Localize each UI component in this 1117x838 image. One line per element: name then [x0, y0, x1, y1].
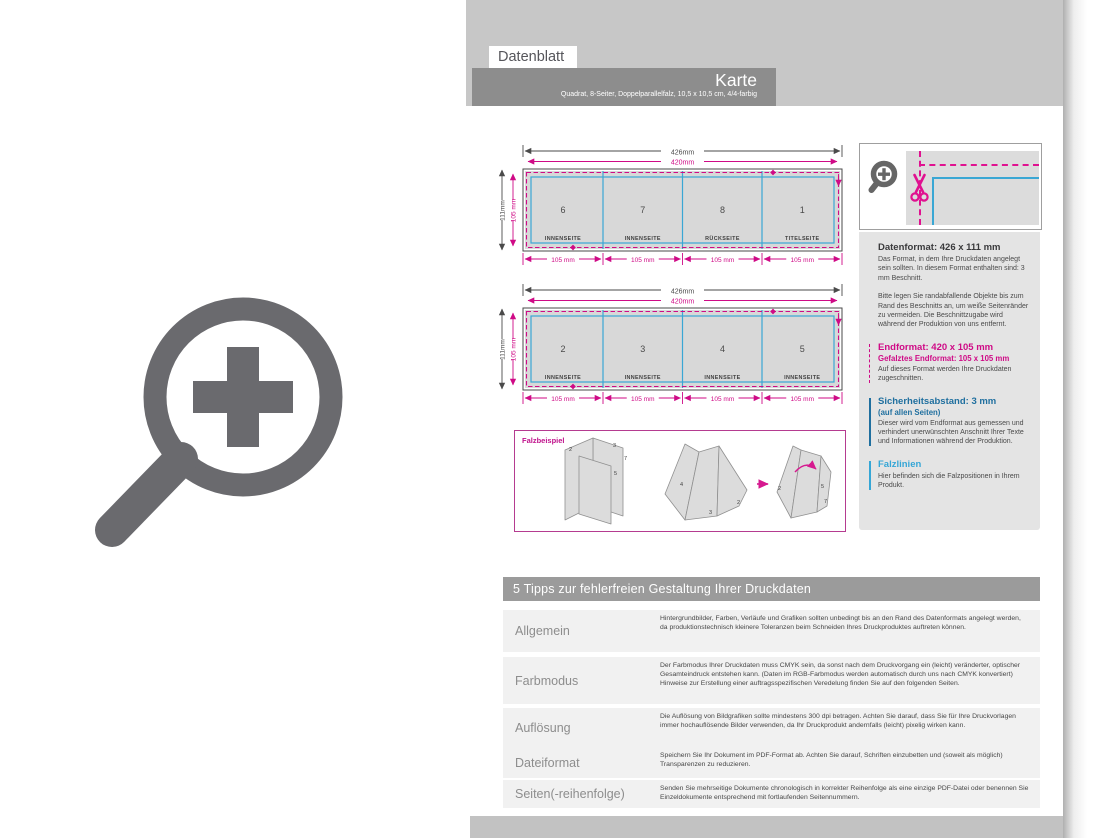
tips-header: 5 Tipps zur fehlerfreien Gestaltung Ihrer Druckdaten — [503, 577, 1040, 601]
dim-105-seg: 105 mm — [790, 396, 814, 403]
section-sicherheitsabstand — [869, 396, 1030, 447]
endformat-heading: Endformat: 420 x 105 mm — [878, 341, 994, 353]
tips-row-label: Seiten(-reihenfolge) — [515, 787, 625, 801]
tips-row-text: Der Farbmodus Ihrer Druckdaten muss CMYK sein, da sonst nach dem Druckvorgang ein (leicht) veränderter, optischer Gesamteindruck entstehen kann. (Daten im RGB-Farbmodus werden automatisch durch uns nach CMYK konvertiert) Hinweise zur Erstellung einer auftragsspezifischen Veredelung finden Sie auf den folgenden Seiten. — [660, 662, 1021, 688]
zoom-in-icon[interactable] — [90, 268, 400, 568]
magnifier-plus-icon[interactable] — [868, 160, 904, 206]
tips-row-label: Dateiformat — [515, 755, 580, 770]
panel-side: INNENSEITE — [784, 375, 821, 381]
tips-row-label: Allgemein — [515, 624, 570, 638]
page-subtitle: Quadrat, 8-Seiter, Doppelparallelfalz, 10,5 x 10,5 cm, 4/4-farbig — [560, 91, 757, 98]
panel-number: 2 — [560, 344, 566, 354]
svg-text:5: 5 — [614, 471, 618, 477]
tips-row-text: Die Auflösung von Bildgrafiken sollte mindestens 300 dpi betragen. Achten Sie darauf, dass Sie für Ihre Druckvorlagen immer hochauflösende Bilder verwenden, da Ihr Druckprodukt andernfalls (leicht) pixelig wirken kann. — [660, 713, 1016, 730]
segment-dimensions — [523, 392, 842, 404]
svg-text:3: 3 — [709, 510, 713, 516]
section-endformat — [869, 342, 1030, 384]
falzlinien-heading: Falzlinien — [878, 458, 922, 470]
footer-band — [470, 816, 1063, 838]
dim-420: 420mm — [670, 298, 695, 306]
endformat-dashed-line — [919, 164, 1039, 166]
svg-text:3: 3 — [613, 443, 617, 449]
fold-step-3 — [777, 446, 831, 518]
panel-number: 5 — [799, 344, 805, 354]
format-info-panel — [859, 232, 1040, 530]
fold-example-illustration — [515, 431, 843, 529]
panel-number: 6 — [560, 205, 566, 215]
fold-example-label: Falzbeispiel — [522, 436, 565, 445]
falzlinien-body: Hier befinden sich die Falzpositionen in Ihrem Produkt. — [878, 472, 1020, 490]
svg-text:2: 2 — [569, 447, 573, 453]
tips-row-farbmodus — [503, 657, 1040, 704]
title-bar — [472, 68, 776, 106]
fold-example-box — [514, 430, 846, 532]
dim-105-seg: 105 mm — [551, 396, 575, 403]
panel-number: 4 — [719, 344, 726, 354]
bleed-preview-box — [859, 143, 1042, 230]
dim-105-side: 105 mm — [510, 337, 518, 362]
svg-text:7: 7 — [824, 499, 828, 505]
tips-row-seitenreihenfolge — [503, 780, 1040, 808]
dim-111: 111mm — [499, 200, 507, 221]
tips-row-aufloesung — [503, 708, 1040, 748]
tips-row-allgemein — [503, 610, 1040, 652]
dim-105-seg: 105 mm — [710, 396, 735, 403]
panel-number: 3 — [640, 344, 646, 354]
panel-side: RÜCKSEITE — [705, 236, 740, 242]
panel-side: INNENSEITE — [704, 375, 741, 381]
panel-number: 8 — [719, 205, 726, 215]
section-falzlinien — [869, 459, 1030, 491]
dim-105-side: 105 mm — [510, 198, 518, 223]
svg-text:5: 5 — [821, 484, 825, 490]
panel-side: TITELSEITE — [784, 236, 820, 242]
tips-row-label: Auflösung — [515, 721, 571, 735]
section-datenformat — [869, 242, 1030, 283]
panel-side: INNENSEITE — [544, 236, 582, 242]
dim-105-seg: 105 mm — [631, 257, 655, 264]
dim-426: 426mm — [670, 149, 695, 157]
panel-number: 1 — [799, 205, 805, 215]
sicherheitsabstand-body: Dieser wird vom Endformat aus gemessen und verhindert unerwünschten Anschnitt Ihrer Texte und Informationen während der Produktion. — [878, 419, 1024, 446]
bleed-note-body: Bitte legen Sie randabfallende Objekte bis zum Rand des Beschnitts an, um weiße Seitenränder zu vermeiden. Die Beschnittzugabe wird während der Produktion von uns entfernt. — [878, 293, 1029, 329]
panel-side: INNENSEITE — [544, 375, 582, 381]
tips-row-dateiformat — [503, 747, 1040, 778]
svg-text:4: 4 — [680, 482, 684, 488]
svg-text:7: 7 — [624, 456, 628, 462]
svg-text:2: 2 — [778, 486, 782, 492]
panel-number: 7 — [640, 205, 646, 215]
dim-105-seg: 105 mm — [631, 396, 655, 403]
tips-row-text: Hintergrundbilder, Farben, Verläufe und Grafiken sollten unbedingt bis an den Rand des Datenformats angelegt werden, da produktionstechnisch kleinere Toleranzen beim Schneiden Ihres Druckproduktes auftreten können. — [660, 615, 1021, 632]
dim-105-seg: 105 mm — [551, 257, 575, 264]
page-edge-shadow — [1063, 0, 1087, 838]
scissors-icon — [910, 173, 929, 204]
datenformat-heading: Datenformat: 426 x 111 mm — [878, 242, 1001, 253]
bleed-preview-corner — [906, 151, 1039, 225]
datenblatt-tab: Datenblatt — [489, 46, 577, 68]
section-bleed-note — [869, 292, 1030, 330]
segment-dimensions — [523, 253, 842, 265]
sicherheitsabstand-subheading: (auf allen Seiten) — [878, 407, 941, 417]
fold-step-2 — [665, 444, 747, 520]
endformat-body: Auf dieses Format werden Ihre Druckdaten zugeschnitten. — [878, 365, 1012, 383]
endformat-subheading: Gefalztes Endformat: 105 x 105 mm — [878, 353, 1010, 363]
tips-row-text: Speichern Sie Ihr Dokument im PDF-Format ab. Achten Sie darauf, Schriften einzubetten und (soweit als möglich) Transparenzen zu reduzieren. — [660, 752, 1003, 769]
fold-step-1 — [565, 438, 623, 524]
page-title: Karte — [715, 70, 757, 90]
dim-426: 426mm — [670, 288, 695, 296]
dim-420: 420mm — [670, 159, 695, 167]
svg-text:2: 2 — [737, 500, 741, 506]
dim-105-seg: 105 mm — [710, 257, 735, 264]
sheet-diagram-back — [494, 279, 858, 411]
dim-105-seg: 105 mm — [790, 257, 814, 264]
sicherheitsabstand-heading: Sicherheitsabstand: 3 mm — [878, 395, 997, 407]
panel-side: INNENSEITE — [624, 236, 661, 242]
datenformat-body: Das Format, in dem Ihre Druckdaten angelegt sein sollten. In diesem Format enthalten sind: 3 mm Beschnitt. — [878, 256, 1025, 282]
tips-table — [503, 577, 1040, 809]
tips-row-text: Senden Sie mehrseitige Dokumente chronologisch in korrekter Reihenfolge als eine einzige PDF-Datei oder benennen Sie Einzeldokumente entsprechend mit fortlaufenden Seitennummern. — [660, 785, 1029, 802]
tips-row-label: Farbmodus — [515, 673, 579, 688]
sheet-diagram-front — [494, 140, 858, 272]
safety-margin-line — [932, 177, 1039, 225]
dim-111: 111mm — [499, 339, 507, 360]
panel-side: INNENSEITE — [624, 375, 661, 381]
